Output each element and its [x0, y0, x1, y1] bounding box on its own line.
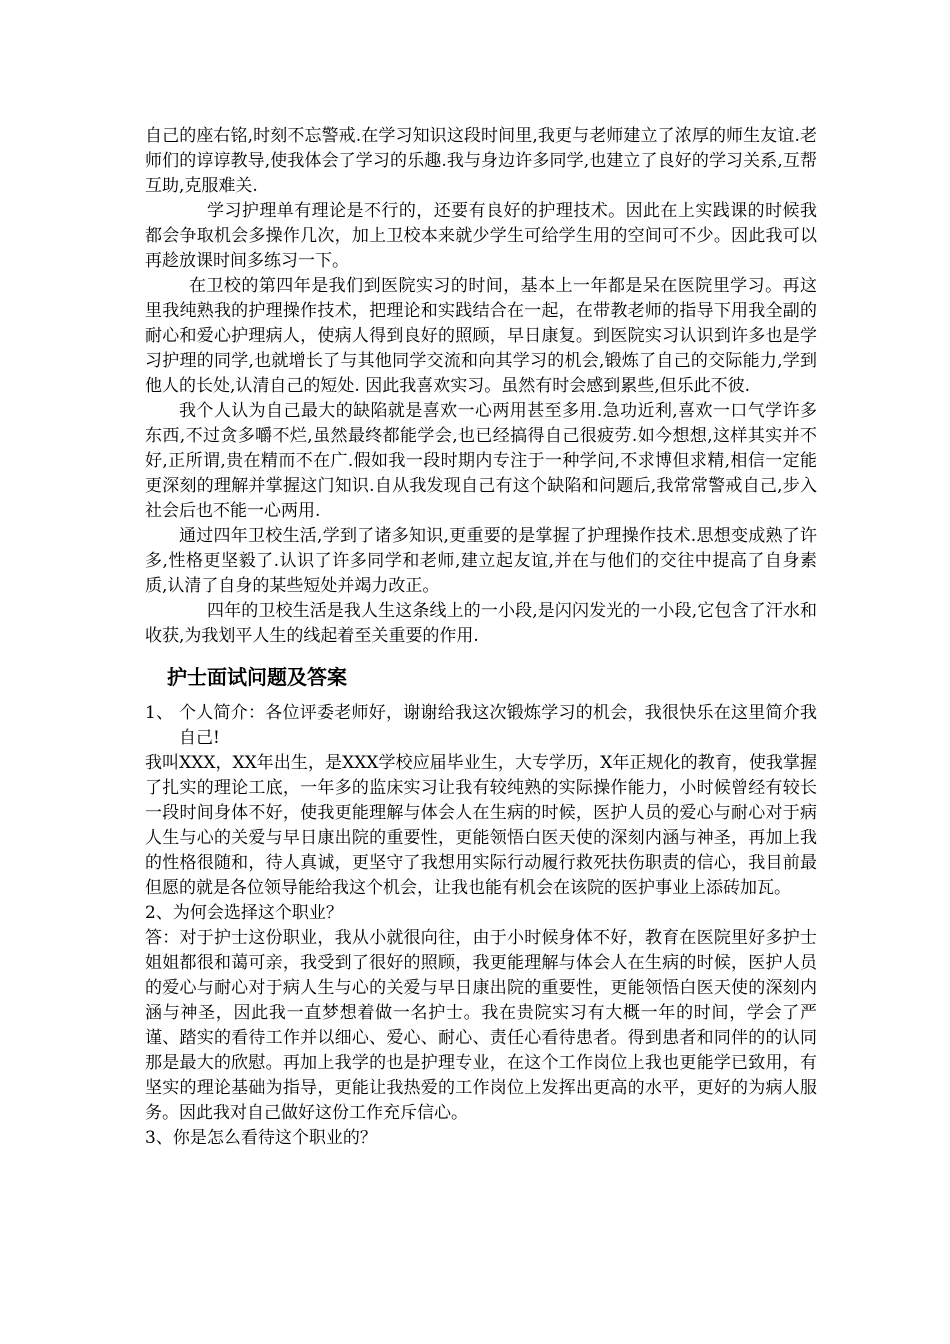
question-1: 1、 个人简介：各位评委老师好，谢谢给我这次锻炼学习的机会，我很快乐在这里简介我自己! [145, 703, 817, 748]
question-2: 2、为何会选择这个职业？ [145, 903, 343, 923]
paragraph-shortcoming: 我个人认为自己最大的缺陷就是喜欢一心两用甚至多用.急功近利,喜欢一口气学许多东西,不过贪多嚼不烂,虽然最终都能学会,也已经搞得自己很疲劳.如今想想,这样其实并不好,正所谓,贵在精而不在广.假如我一段时期内专注于一种学问,不求博但求精,相信一定能更深刻的理解并掌握这门知识.自从我发现自己有这个缺陷和问题后,我常常警戒自己,步入社会后也不能一心两用. [145, 401, 817, 521]
paragraph-summary: 通过四年卫校生活,学到了诸多知识,更重要的是掌握了护理操作技术.思想变成熟了许多,性格更坚毅了.认识了许多同学和老师,建立起友谊,并在与他们的交往中提高了自身素质,认清了自身的某些短处并竭力改正。 [145, 526, 817, 596]
paragraph-motto: 自己的座右铭,时刻不忘警戒.在学习知识这段时间里,我更与老师建立了浓厚的师生友谊.老师们的谆谆教导,使我体会了学习的乐趣.我与身边许多同学,也建立了良好的学习关系,互帮互助,克服难关. [145, 126, 817, 196]
section-heading: 护士面试问题及答案 [167, 665, 347, 689]
question-3: 3、你是怎么看待这个职业的？ [145, 1128, 377, 1148]
answer-2: 答：对于护士这份职业，我从小就很向往，由于小时候身体不好，教育在医院里好多护士姐姐都很和蔼可亲，我受到了很好的照顾，我更能理解与体会人在生病的时候，医护人员的爱心与耐心对于病人生与心的关爱与早日康出院的重要性，更能领悟白医天使的深刻内涵与神圣，因此我一直梦想着做一名护士。我在贵院实习有大概一年的时间，学会了严谨、踏实的看待工作并以细心、爱心、耐心、责任心看待患者。得到患者和同伴的的认同那是最大的欣慰。再加上我学的也是护理专业，在这个工作岗位上我也更能学已致用，有坚实的理论基础为指导，更能让我热爱的工作岗位上发挥出更高的水平，更好的为病人服务。因此我对自己做好这份工作充斥信心。 [145, 928, 817, 1123]
document-page [145, 124, 817, 1151]
paragraph-nursing-theory: 学习护理单有理论是不行的，还要有良好的护理技术。因此在上实践课的时候我都会争取机会多操作几次，加上卫校本来就少学生可给学生用的空间可不少。因此我可以再趁放课时间多练习一下。 [145, 201, 817, 271]
paragraph-conclusion: 四年的卫校生活是我人生这条线上的一小段,是闪闪发光的一小段,它包含了汗水和收获,为我划平人生的线起着至关重要的作用. [145, 601, 817, 646]
paragraph-internship: 在卫校的第四年是我们到医院实习的时间，基本上一年都是呆在医院里学习。再这里我纯熟我的护理操作技术，把理论和实践结合在一起，在带教老师的指导下用我全副的耐心和爱心护理病人，使病人得到良好的照顾，早日康复。到医院实习认识到许多也是学习护理的同学,也就增长了与其他同学交流和向其学习的机会,锻炼了自己的交际能力,学到他人的长处,认清自己的短处. 因此我喜欢实习。虽然有时会感到累些,但乐此不彼. [145, 276, 817, 396]
answer-1: 我叫XXX，XX年出生，是XXX学校应届毕业生，大专学历，X年正规化的教育，使我掌握了扎实的理论工底，一年多的监床实习让我有较纯熟的实际操作能力，小时候曾经有较长一段时间身体不好，使我更能理解与体会人在生病的时候，医护人员的爱心与耐心对于病人生与心的关爱与早日康出院的重要性，更能领悟白医天使的深刻内涵与神圣，再加上我的性格很随和，待人真诚，更坚守了我想用实际行动履行救死扶伤职责的信心，我目前最但愿的就是各位领导能给我这个机会，让我也能有机会在该院的医护事业上添砖加瓦。 [145, 753, 817, 898]
